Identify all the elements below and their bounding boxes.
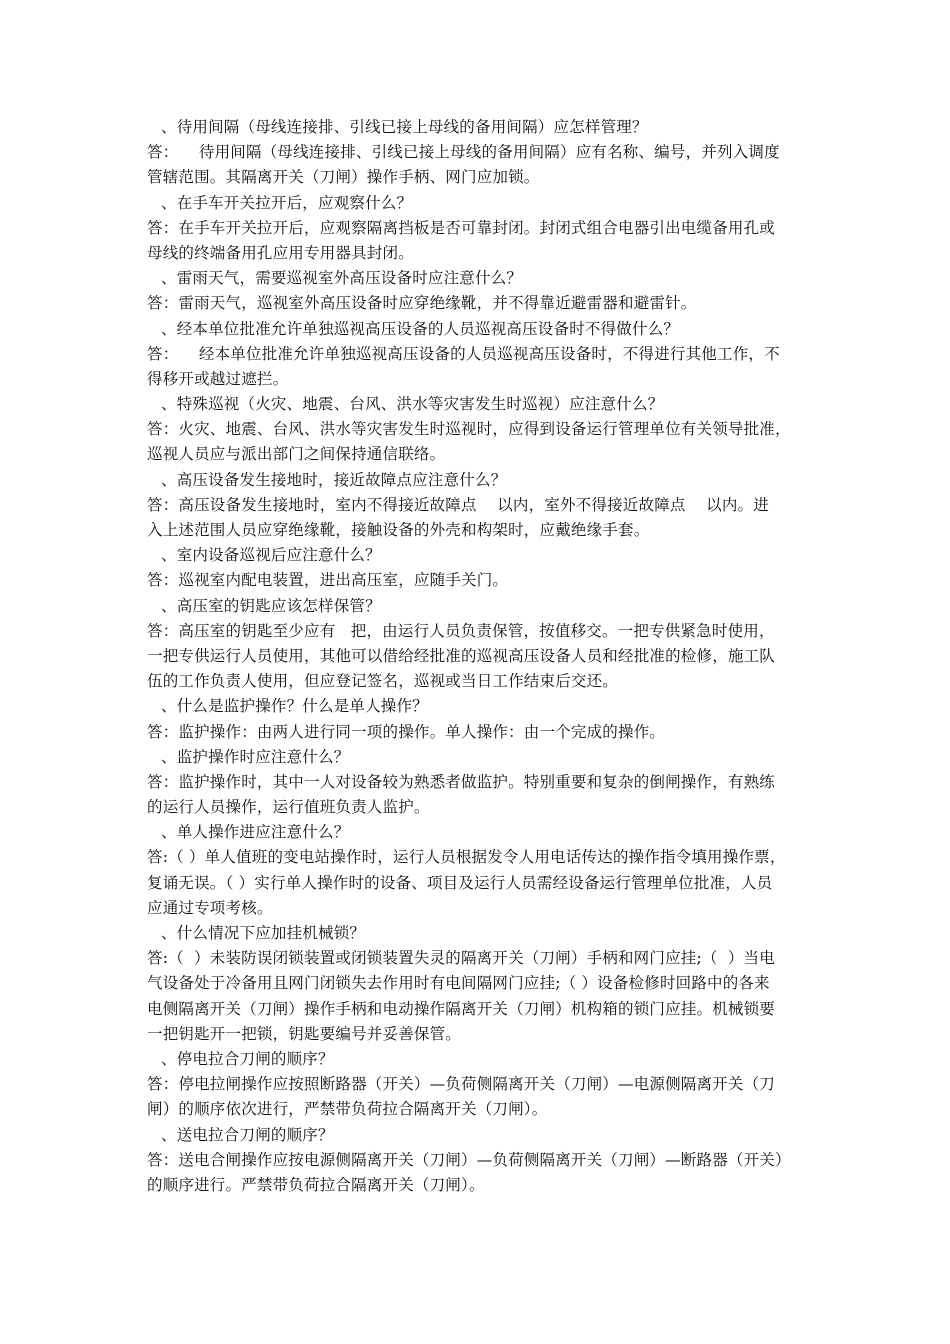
answer-line: 答：雷雨天气，巡视室外高压设备时应穿绝缘靴，并不得靠近避雷器和避雷针。 (147, 294, 697, 313)
question-line: 、什么情况下应加挂机械锁？ (161, 924, 366, 942)
answer-line: 气设备处于冷备用且网门闭锁失去作用时有电间隔网门应挂;（ ）设备检修时回路中的各来 (147, 974, 770, 993)
answer-line: 入上述范围人员应穿绝缘靴，接触设备的外壳和构架时，应戴绝缘手套。 (147, 521, 650, 539)
answer-line: 答：监护操作：由两人进行同一项的操作。单人操作：由一个完成的操作。 (147, 722, 666, 741)
answer-line: 答： 经本单位批准允许单独巡视高压设备的人员巡视高压设备时，不得进行其他工作，不 (147, 344, 780, 363)
question-line: 、监护操作时应注意什么？ (161, 747, 350, 766)
answer-line: 伍的工作负责人使用，但应登记签名，巡视或当日工作结束后交还。 (147, 672, 619, 691)
answer-line: 电侧隔离开关（刀闸）操作手柄和电动操作隔离开关（刀闸）机构箱的锁门应挂。机械锁要 (147, 999, 776, 1018)
answer-line: 一把钥匙开一把锁，钥匙要编号并妥善保管。 (147, 1024, 462, 1043)
answer-line: 闸）的顺序依次进行，严禁带负荷拉合隔离开关（刀闸）。 (147, 1100, 548, 1119)
question-line: 、雷雨天气，需要巡视室外高压设备时应注意什么？ (161, 269, 523, 288)
answer-line: 答：送电合闸操作应按电源侧隔离开关（刀闸）—负荷侧隔离开关（刀闸）—断路器（开关） (147, 1150, 791, 1169)
question-line: 、室内设备巡视后应注意什么？ (161, 546, 381, 565)
answer-line: 巡视人员应与派出部门之间保持通信联络。 (147, 445, 446, 464)
answer-line: 答：巡视室内配电装置，进出高压室，应随手关门。 (147, 571, 509, 590)
answer-line: 答：高压室的钥匙至少应有 把，由运行人员负责保管，按值移交。一把专供紧急时使用， (147, 621, 775, 640)
question-line: 、单人操作进应注意什么？ (161, 823, 350, 842)
answer-line: 答：监护操作时，其中一人对设备较为熟悉者做监护。特别重要和复杂的倒闸操作，有熟练 (147, 772, 776, 791)
answer-line: 复诵无误。（ ）实行单人操作时的设备、项目及运行人员需经设备运行管理单位批准，人员 (147, 873, 773, 892)
answer-line: 应通过专项考核。 (147, 898, 273, 917)
answer-line: 答:（ ）单人值班的变电站操作时，运行人员根据发令人用电话传达的操作指令填用操作票， (147, 848, 786, 867)
question-line: 、高压室的钥匙应该怎样保管？ (161, 596, 381, 615)
question-line: 、送电拉合刀闸的顺序？ (161, 1125, 334, 1144)
question-line: 、什么是监护操作？什么是单人操作？ (161, 697, 428, 716)
answer-line: 的顺序进行。严禁带负荷拉合隔离开关（刀闸）。 (147, 1175, 485, 1194)
question-line: 、停电拉合刀闸的顺序？ (161, 1049, 334, 1068)
answer-line: 的运行人员操作，运行值班负责人监护。 (147, 798, 430, 817)
answer-line: 答：停电拉闸操作应按照断路器（开关）—负荷侧隔离开关（刀闸）—电源侧隔离开关（刀 (147, 1075, 776, 1094)
answer-line: 答：在手车开关拉开后，应观察隔离挡板是否可靠封闭。封闭式组合电器引出电缆备用孔或 (147, 218, 776, 237)
question-line: 、特殊巡视（火灾、地震、台风、洪水等灾害发生时巡视）应注意什么？ (161, 395, 664, 414)
question-line: 、经本单位批准允许单独巡视高压设备的人员巡视高压设备时不得做什么？ (161, 319, 680, 338)
answer-line: 答:（ ）未装防误闭锁装置或闭锁装置失灵的隔离开关（刀闸）手柄和网门应挂;（ ）当电 (147, 949, 775, 968)
answer-line: 得移开或越过遮拦。 (147, 369, 289, 388)
answer-line: 答：高压设备发生接地时，室内不得接近故障点 以内，室外不得接近故障点 以内。进 (147, 495, 769, 514)
answer-line: 答： 待用间隔（母线连接排、引线已接上母线的备用间隔）应有名称、编号，并列入调度 (147, 143, 780, 162)
answer-line: 答：火灾、地震、台风、洪水等灾害发生时巡视时，应得到设备运行管理单位有关领导批准， (147, 420, 791, 439)
question-line: 、高压设备发生接地时，接近故障点应注意什么？ (161, 470, 507, 489)
answer-line: 母线的终端备用孔应用专用器具封闭。 (147, 243, 414, 262)
answer-line: 管辖范围。其隔离开关（刀闸）操作手柄、网门应加锁。 (147, 168, 540, 187)
question-line: 、在手车开关拉开后，应观察什么？ (161, 193, 413, 212)
answer-line: 一把专供运行人员使用，其他可以借给经批准的巡视高压设备人员和经批准的检修，施工队 (147, 646, 776, 665)
question-line: 、待用间隔（母线连接排、引线已接上母线的备用间隔）应怎样管理？ (161, 118, 648, 136)
document-page (147, 115, 811, 1198)
